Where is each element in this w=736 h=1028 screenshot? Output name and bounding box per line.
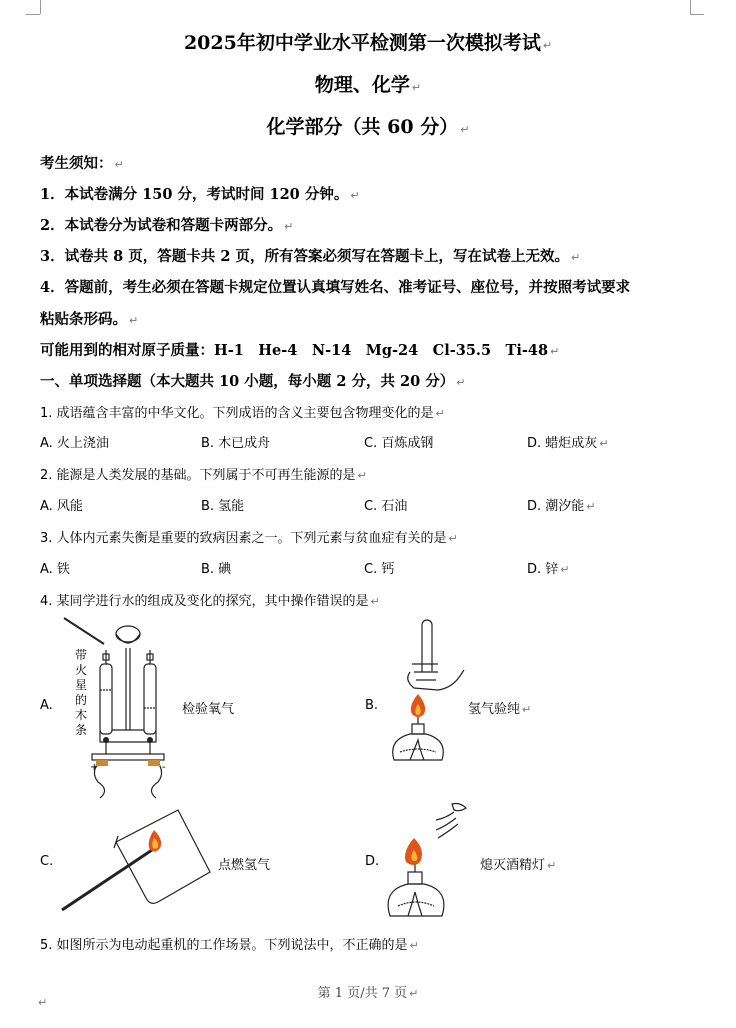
crop-mark-right-h [690, 14, 704, 15]
option-4b-letter[interactable]: B. [365, 698, 379, 713]
section-heading: 一、单项选择题（本大题共 10 小题，每小题 2 分，共 20 分） ↵ [40, 373, 466, 390]
option-1c[interactable]: C. 百炼成钢 [364, 436, 434, 451]
figure-a-caption: 检验氧气 [182, 702, 235, 717]
notice-item: 1．本试卷满分 150 分，考试时间 120 分钟。 ↵ [40, 186, 360, 203]
option-4a-letter[interactable]: A. [40, 698, 53, 713]
option-3b[interactable]: B. 碘 [201, 562, 232, 577]
notice-item: 3．试卷共 8 页，答题卡共 2 页，所有答案必须写在答题卡上，写在试卷上无效。 ↵ [40, 248, 581, 265]
notice-item: 粘贴条形码。 ↵ [40, 311, 139, 328]
end-paragraph-mark: ↵ [38, 996, 48, 1009]
exam-title: 2025年初中学业水平检测第一次模拟考试 ↵ [183, 32, 553, 54]
crop-mark-left [40, 0, 41, 14]
notice-item: 2．本试卷分为试卷和答题卡两部分。 ↵ [40, 217, 294, 234]
option-3c[interactable]: C. 钙 [364, 562, 395, 577]
question-2-stem: 2. 能源是人类发展的基础。下列属于不可再生能源的是 ↵ [40, 468, 367, 483]
option-3a[interactable]: A. 铁 [40, 562, 70, 577]
exam-subject: 物理、化学 ↵ [314, 74, 422, 96]
option-1a[interactable]: A. 火上浇油 [40, 436, 109, 451]
figure-b-caption: 氢气验纯 ↵ [468, 702, 532, 717]
splint-label: 带 火 星 的 木 条 [74, 648, 87, 737]
option-1d[interactable]: D. 蜡炬成灰 ↵ [527, 436, 609, 451]
svg-text:+: + [90, 762, 99, 773]
question-4-stem: 4. 某同学进行水的组成及变化的探究，其中操作错误的是 ↵ [40, 594, 380, 609]
crop-mark-right [690, 0, 691, 14]
option-2c[interactable]: C. 石油 [364, 499, 408, 514]
figure-d-caption: 熄灭酒精灯 ↵ [480, 858, 557, 873]
atomic-masses: 可能用到的相对原子质量：H-1 He-4 N-14 Mg-24 Cl-35.5 Ti-48 ↵ [40, 342, 560, 359]
figure-c-caption: 点燃氢气 [218, 858, 271, 873]
option-4d-letter[interactable]: D. [365, 854, 380, 869]
question-5-stem: 5. 如图所示为电动起重机的工作场景。下列说法中，不正确的是 ↵ [40, 938, 419, 953]
option-2d[interactable]: D. 潮汐能 ↵ [527, 499, 596, 514]
option-4c-letter[interactable]: C. [40, 854, 54, 869]
crop-mark-left-h [26, 14, 40, 15]
question-3-stem: 3. 人体内元素失衡是重要的致病因素之一。下列元素与贫血症有关的是 ↵ [40, 531, 458, 546]
option-2b[interactable]: B. 氢能 [201, 499, 245, 514]
blow-out-lamp-figure [380, 798, 480, 922]
option-2a[interactable]: A. 风能 [40, 499, 83, 514]
svg-text:-: - [162, 762, 166, 773]
question-1-stem: 1. 成语蕴含丰富的中华文化。下列成语的含义主要包含物理变化的是 ↵ [40, 406, 445, 421]
notice-heading: 考生须知： ↵ [40, 155, 124, 172]
ignite-hydrogen-figure [58, 806, 218, 916]
notice-item: 4．答题前，考生必须在答题卡规定位置认真填写姓名、准考证号、座位号，并按照考试要求 [40, 279, 631, 296]
exam-section: 化学部分（共 60 分） ↵ [266, 116, 470, 138]
page-footer: 第 1 页/共 7 页 ↵ [317, 986, 419, 1001]
option-1b[interactable]: B. 木已成舟 [201, 436, 271, 451]
option-3d[interactable]: D. 锌 ↵ [527, 562, 570, 577]
hydrogen-purity-test-figure [380, 610, 470, 782]
